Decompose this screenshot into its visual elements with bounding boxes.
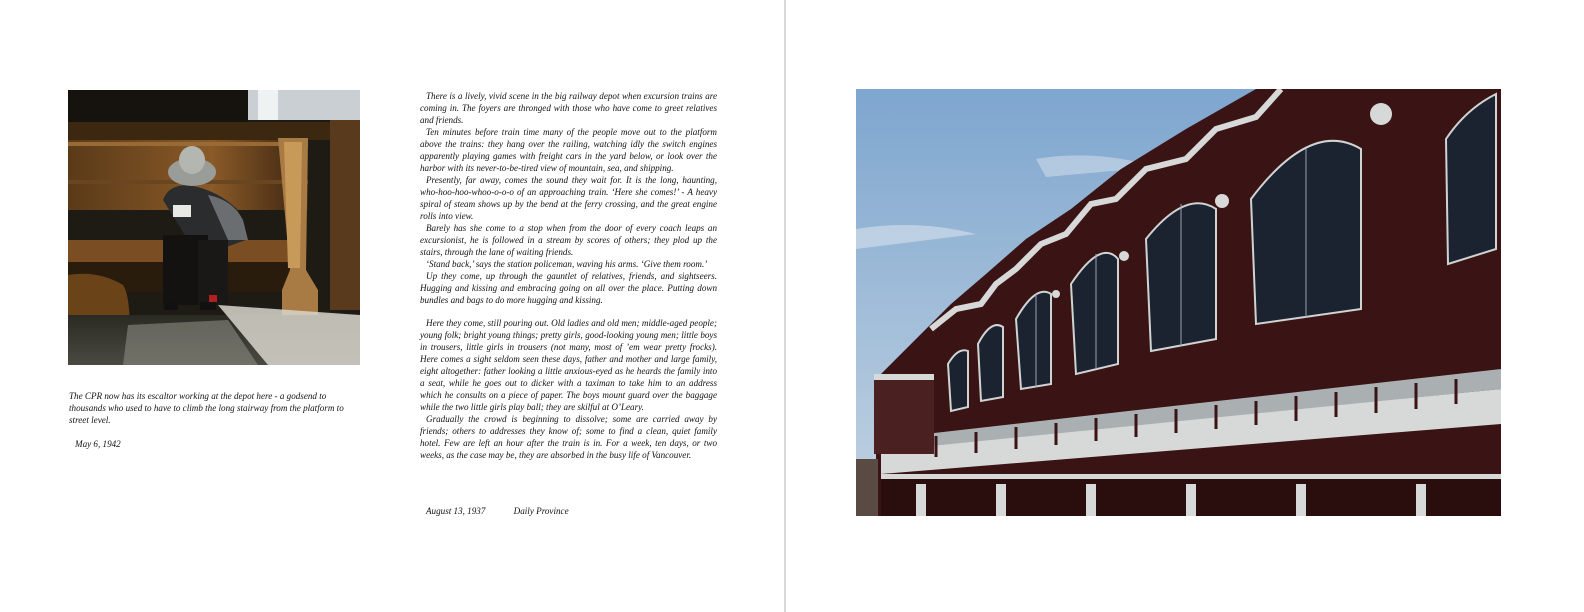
article-paragraph: Presently, far away, comes the sound they wait for. It is the long, haunting, who-hoo-hoo-whoo-o-o-o of an approaching train. ‘Here she comes!’ - A heavy spiral of steam shows up by the bend at the ferry crossing, and the great engine rolls into view. [420,175,717,221]
article-paragraph: ‘Stand back,’ says the station policeman, waving his arms. ‘Give them room.’ [426,259,708,269]
article-paragraph: Up they come, up through the gauntlet of relatives, friends, and sightseers. Hugging and kissing and embracing going on all over the place. Putting down bundles and bags to do more hugging and kissing. [420,271,717,305]
article-paragraph: Gradually the crowd is beginning to dissolve; some are carried away by friends; others to addresses they know of; some to find a clean, quiet family hotel. Few are left an hour after the train is in. For a week, ten days, or two weeks, as the case may be, they are absorbed in the busy life of Vancouver. [420,414,717,460]
page-gutter [784,0,786,612]
waiting-room-bench-photo [68,90,360,365]
article-credit [426,505,726,517]
article-paragraph: Barely has she come to a stop when from the door of every coach leaps an excursionist, he is followed in a stream by scores of others; they plod up the stairs, through the lane of waiting friends. [420,223,717,257]
photo-caption: The CPR now has its escaltor working at the depot here - a godsend to thousands who used to have to climb the long stairway from the platform to street level. [69,391,344,425]
newspaper-article [420,90,717,461]
article-paragraph: Here they come, still pouring out. Old ladies and old men; middle-aged people; young folk; bright young things; pretty girls, good-looking young men; little boys in trousers, little girls in trousers (not many, most of ’em wear pretty frocks). Here comes a sight seldom seen these days, father and mother and large family, eight altogether: father looking a little anxious-eyed as he heards the family into a seat, while he goes out to dicker with a taximan to take him to an address which he consults on a piece of paper. The boys mount guard over the baggage while the two little girls play ball; they are skilful at O’Leary. [420,318,717,412]
article-date: August 13, 1937 [426,506,486,516]
railway-depot-facade-photo [856,89,1501,516]
article-source: Daily Province [513,506,569,516]
article-paragraph: There is a lively, vivid scene in the big railway depot when excursion trains are coming in. The foyers are thronged with those who have come to greet relatives and friends. [420,91,717,125]
article-paragraph: Ten minutes before train time many of the people move out to the platform above the trains: they hang over the railing, watching idly the switch engines apparently playing games with freight cars in the yard below, or look over the harbor with its never-to-be-tired view of mountain, sea, and shipping. [420,127,717,173]
caption-date: May 6, 1942 [75,439,121,449]
